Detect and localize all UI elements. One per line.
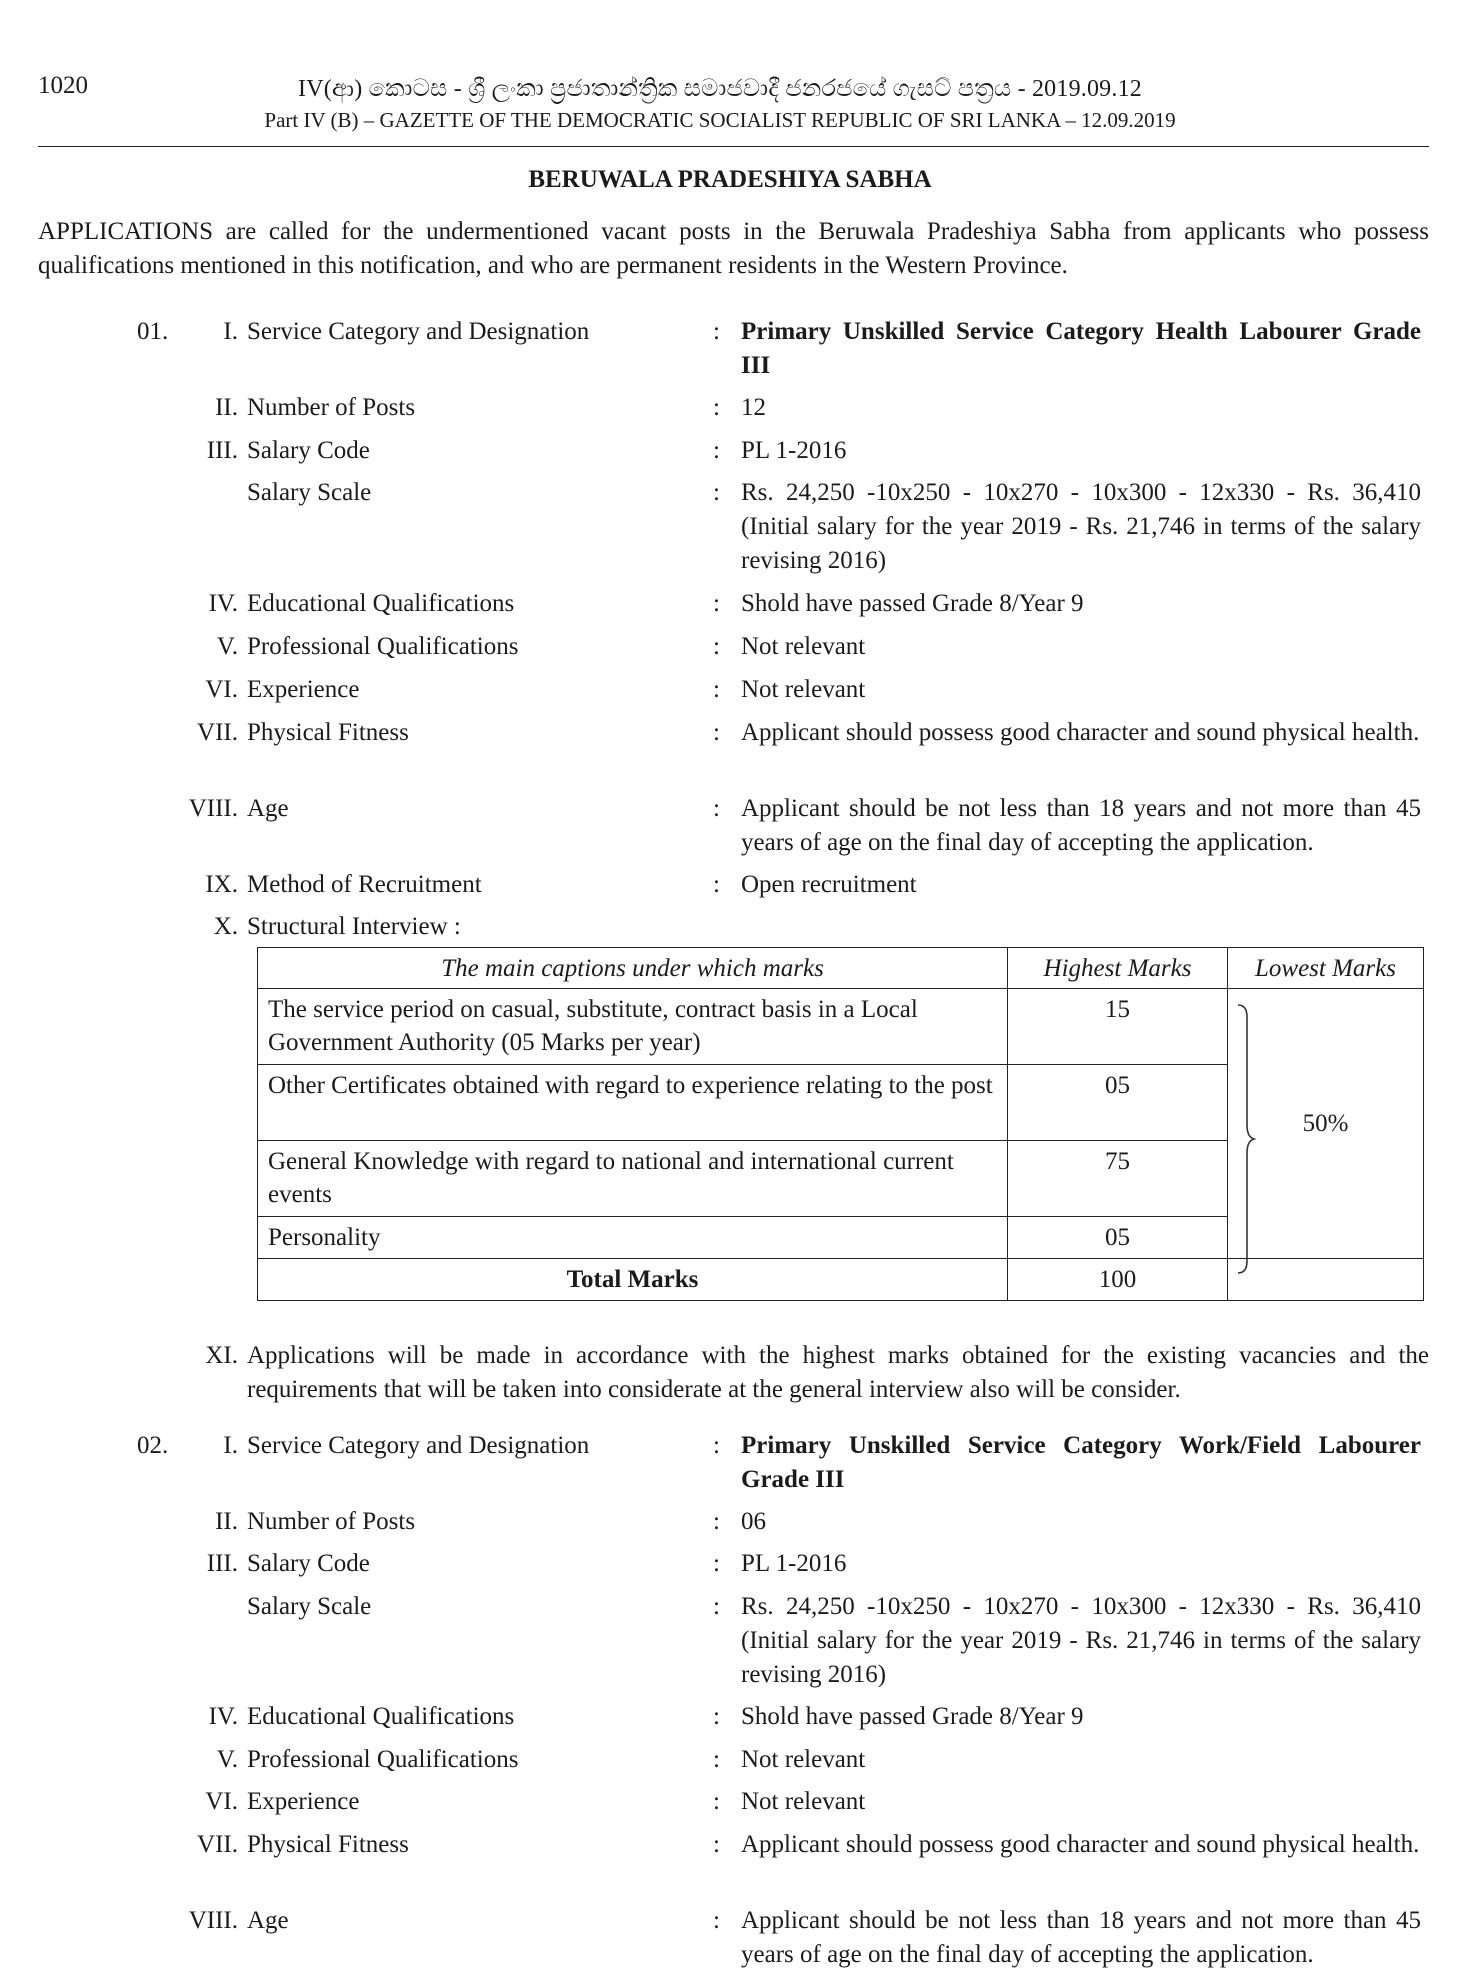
item-label: Number of Posts: [247, 1508, 416, 1535]
item-value: Primary Unskilled Service Category Health Labourer Grade III: [741, 318, 1421, 379]
header-sinhala-line: IV(ආ) කොටස - ශ්‍රී ලංකා ප්‍රජාතාන්ත්‍රික සමාජවාදී ජනරජයේ ගැසට් පත්‍රය - 2019.09.12: [298, 76, 1142, 102]
item-label: Educational Qualifications: [247, 590, 515, 617]
item-colon: :: [713, 1907, 720, 1934]
item-value: Not relevant: [741, 1788, 866, 1815]
item-value: Applicant should possess good character and sound physical health.: [741, 719, 1420, 746]
highest-marks-cell: 15: [1008, 989, 1228, 1065]
table-row: [258, 989, 1424, 1065]
item-value: PL 1-2016: [741, 1550, 847, 1577]
item-value: Open recruitment: [741, 871, 917, 898]
lowest-marks-cell: [1228, 989, 1424, 1259]
item-roman: IX.: [205, 871, 238, 898]
item-label: Physical Fitness: [247, 1831, 409, 1858]
item-roman: I.: [223, 318, 238, 345]
item-roman: X.: [213, 913, 238, 940]
item-value: Not relevant: [741, 1746, 866, 1773]
item-label: Professional Qualifications: [247, 633, 519, 660]
item-label: Educational Qualifications: [247, 1703, 515, 1730]
item-roman: VI.: [205, 676, 238, 703]
item-colon: :: [713, 719, 720, 746]
item-roman: IV.: [208, 590, 238, 617]
item-label: Salary Code: [247, 437, 370, 464]
item-label: Method of Recruitment: [247, 871, 482, 898]
item-colon: :: [713, 1508, 720, 1535]
item-colon: :: [713, 394, 720, 421]
section-number: 02.: [137, 1432, 169, 1459]
item-value: Rs. 24,250 -10x250 - 10x270 - 10x300 - 12x330 - Rs. 36,410 (Initial salary for the year 2019 - Rs. 21,746 in terms of the salary revising 2016): [741, 1593, 1421, 1688]
caption-cell: Personality: [258, 1217, 1008, 1259]
item-label: Structural Interview :: [247, 913, 461, 940]
item-label: Salary Scale: [247, 479, 372, 506]
lowest-marks-value: 50%: [1302, 1110, 1349, 1137]
item-label: Service Category and Designation: [247, 318, 590, 345]
item-roman: VII.: [197, 719, 238, 746]
item-value: Not relevant: [741, 676, 866, 703]
column-header: Lowest Marks: [1228, 948, 1424, 989]
header-english-line: Part IV (B) – GAZETTE OF THE DEMOCRATIC SOCIALIST REPUBLIC OF SRI LANKA – 12.09.2019: [264, 108, 1176, 132]
item-label: Physical Fitness: [247, 719, 409, 746]
item-value: 06: [741, 1508, 766, 1535]
item-colon: :: [713, 1432, 720, 1459]
item-value: Primary Unskilled Service Category Work/Field Labourer Grade III: [741, 1432, 1421, 1493]
item-colon: :: [713, 871, 720, 898]
item-value: Applicant should be not less than 18 years and not more than 45 years of age on the final day of accepting the application.: [741, 795, 1421, 856]
item-value: Applicant should be not less than 18 years and not more than 45 years of age on the final day of accepting the application.: [741, 1907, 1421, 1968]
item-value: Rs. 24,250 -10x250 - 10x270 - 10x300 - 12x330 - Rs. 36,410 (Initial salary for the year 2019 - Rs. 21,746 in terms of the salary revising 2016): [741, 479, 1421, 574]
item-label: Professional Qualifications: [247, 1746, 519, 1773]
page-title: BERUWALA PRADESHIYA SABHA: [528, 166, 932, 193]
item-colon: :: [713, 1831, 720, 1858]
item-label: Age: [247, 795, 289, 822]
highest-marks-cell: 05: [1008, 1065, 1228, 1141]
item-roman: IV.: [208, 1703, 238, 1730]
note-text: Applications will be made in accordance with the highest marks obtained for the existing vacancies and the requirements that will be taken into considerate at the general interview also will be consider.: [247, 1342, 1429, 1403]
total-label: Total Marks: [258, 1259, 1008, 1301]
section-number: 01.: [137, 318, 169, 345]
item-colon: :: [713, 1746, 720, 1773]
item-label: Service Category and Designation: [247, 1432, 590, 1459]
item-roman: VIII.: [188, 795, 238, 822]
highest-marks-cell: 75: [1008, 1141, 1228, 1217]
caption-cell: General Knowledge with regard to national and international current events: [258, 1141, 1008, 1217]
item-roman: V.: [216, 633, 238, 660]
item-roman: XI.: [205, 1342, 238, 1369]
caption-cell: The service period on casual, substitute, contract basis in a Local Government Authority (05 Marks per year): [258, 989, 1008, 1065]
intro-paragraph: APPLICATIONS are called for the undermentioned vacant posts in the Beruwala Pradeshiya Sabha from applicants who possess qualifications mentioned in this notification, and who are permanent residents in the Western Province.: [38, 218, 1429, 279]
item-colon: :: [713, 1788, 720, 1815]
item-label: Salary Scale: [247, 1593, 372, 1620]
item-colon: :: [713, 1593, 720, 1620]
column-header: Highest Marks: [1008, 948, 1228, 989]
item-colon: :: [713, 479, 720, 506]
column-header: The main captions under which marks: [258, 948, 1008, 989]
item-value: Not relevant: [741, 633, 866, 660]
table-header-row: [258, 948, 1424, 989]
item-colon: :: [713, 633, 720, 660]
item-value: 12: [741, 394, 766, 421]
item-roman: VII.: [197, 1831, 238, 1858]
item-label: Salary Code: [247, 1550, 370, 1577]
item-colon: :: [713, 318, 720, 345]
item-roman: III.: [206, 1550, 238, 1577]
item-colon: :: [713, 676, 720, 703]
item-colon: :: [713, 590, 720, 617]
item-roman: III.: [206, 437, 238, 464]
item-value: PL 1-2016: [741, 437, 847, 464]
item-label: Experience: [247, 676, 360, 703]
item-value: Shold have passed Grade 8/Year 9: [741, 590, 1084, 617]
item-label: Number of Posts: [247, 394, 416, 421]
item-roman: VI.: [205, 1788, 238, 1815]
item-value: Applicant should possess good character and sound physical health.: [741, 1831, 1420, 1858]
item-colon: :: [713, 795, 720, 822]
item-roman: V.: [216, 1746, 238, 1773]
right-brace-icon: [1236, 1003, 1256, 1275]
item-label: Experience: [247, 1788, 360, 1815]
total-empty-cell: [1228, 1259, 1424, 1301]
header-divider: [38, 146, 1429, 147]
item-colon: :: [713, 1703, 720, 1730]
item-label: Age: [247, 1907, 289, 1934]
item-roman: II.: [215, 394, 238, 421]
interview-marks-table: [257, 947, 1424, 1301]
item-value: Shold have passed Grade 8/Year 9: [741, 1703, 1084, 1730]
item-roman: I.: [223, 1432, 238, 1459]
highest-marks-cell: 05: [1008, 1217, 1228, 1259]
item-colon: :: [713, 1550, 720, 1577]
item-colon: :: [713, 437, 720, 464]
total-value: 100: [1008, 1259, 1228, 1301]
caption-cell: Other Certificates obtained with regard to experience relating to the post: [258, 1065, 1008, 1141]
item-roman: II.: [215, 1508, 238, 1535]
page-number: 1020: [38, 72, 88, 99]
item-roman: VIII.: [188, 1907, 238, 1934]
